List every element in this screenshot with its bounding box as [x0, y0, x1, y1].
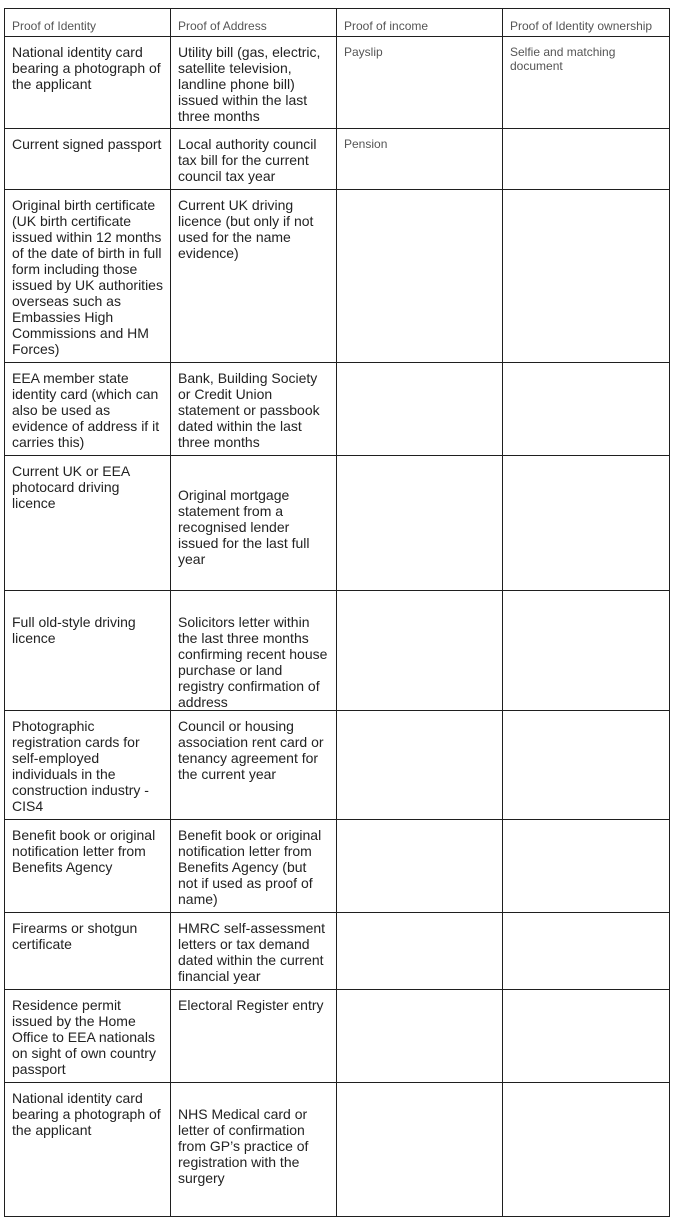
header-proof-of-address: Proof of Address — [171, 9, 337, 37]
table-row — [5, 913, 670, 990]
identity-cell: Original birth certificate (UK birth certificate issued within 12 months of the date of birth in full form including those issued by UK authorities overseas such as Embassies High Commissions and HM Forces) — [5, 190, 171, 363]
ownership-cell — [503, 820, 670, 913]
identity-cell: Residence permit issued by the Home Office to EEA nationals on sight of own country passport — [5, 990, 171, 1083]
address-cell: Benefit book or original notification letter from Benefits Agency (but not if used as proof of name) — [171, 820, 337, 913]
ownership-cell — [503, 711, 670, 820]
table-row — [5, 190, 670, 363]
income-cell — [337, 190, 503, 363]
address-cell: Solicitors letter within the last three months confirming recent house purchase or land registry confirmation of address — [171, 591, 337, 711]
header-row — [5, 9, 670, 37]
address-cell: Electoral Register entry — [171, 990, 337, 1083]
address-cell: Current UK driving licence (but only if not used for the name evidence) — [171, 190, 337, 363]
header-proof-of-identity-ownership: Proof of Identity ownership — [503, 9, 670, 37]
table-row — [5, 990, 670, 1083]
table-row — [5, 129, 670, 190]
identity-cell: Photographic registration cards for self-employed individuals in the construction industry - CIS4 — [5, 711, 171, 820]
table-row — [5, 820, 670, 913]
table-row — [5, 37, 670, 129]
table-row — [5, 1083, 670, 1217]
identity-cell: Current UK or EEA photocard driving licence — [5, 456, 171, 591]
income-cell — [337, 456, 503, 591]
identity-cell: Firearms or shotgun certificate — [5, 913, 171, 990]
table-row — [5, 363, 670, 456]
income-cell — [337, 591, 503, 711]
income-cell: Pension — [337, 129, 503, 190]
income-cell — [337, 913, 503, 990]
address-cell: Local authority council tax bill for the current council tax year — [171, 129, 337, 190]
income-cell — [337, 711, 503, 820]
ownership-cell — [503, 363, 670, 456]
income-cell — [337, 990, 503, 1083]
identity-cell: EEA member state identity card (which can also be used as evidence of address if it carries this) — [5, 363, 171, 456]
address-cell: Utility bill (gas, electric, satellite television, landline phone bill) issued within the last three months — [171, 37, 337, 129]
ownership-cell — [503, 591, 670, 711]
identity-cell: Current signed passport — [5, 129, 171, 190]
identity-cell: National identity card bearing a photograph of the applicant — [5, 1083, 171, 1217]
ownership-cell — [503, 456, 670, 591]
ownership-cell: Selfie and matching document — [503, 37, 670, 129]
income-cell: Payslip — [337, 37, 503, 129]
table-row — [5, 591, 670, 711]
income-cell — [337, 363, 503, 456]
ownership-cell — [503, 990, 670, 1083]
identity-cell: Benefit book or original notification letter from Benefits Agency — [5, 820, 171, 913]
address-cell: Original mortgage statement from a recognised lender issued for the last full year — [171, 456, 337, 591]
documents-table — [4, 8, 670, 1217]
identity-cell: National identity card bearing a photograph of the applicant — [5, 37, 171, 129]
identity-cell: Full old-style driving licence — [5, 591, 171, 711]
address-cell: Bank, Building Society or Credit Union statement or passbook dated within the last three months — [171, 363, 337, 456]
table-row — [5, 456, 670, 591]
ownership-cell — [503, 1083, 670, 1217]
ownership-cell — [503, 129, 670, 190]
income-cell — [337, 820, 503, 913]
address-cell: Council or housing association rent card or tenancy agreement for the current year — [171, 711, 337, 820]
income-cell — [337, 1083, 503, 1217]
ownership-cell — [503, 913, 670, 990]
header-proof-of-identity: Proof of Identity — [5, 9, 171, 37]
table-row — [5, 711, 670, 820]
ownership-cell — [503, 190, 670, 363]
address-cell: HMRC self-assessment letters or tax demand dated within the current financial year — [171, 913, 337, 990]
address-cell: NHS Medical card or letter of confirmation from GP’s practice of registration with the surgery — [171, 1083, 337, 1217]
header-proof-of-income: Proof of income — [337, 9, 503, 37]
